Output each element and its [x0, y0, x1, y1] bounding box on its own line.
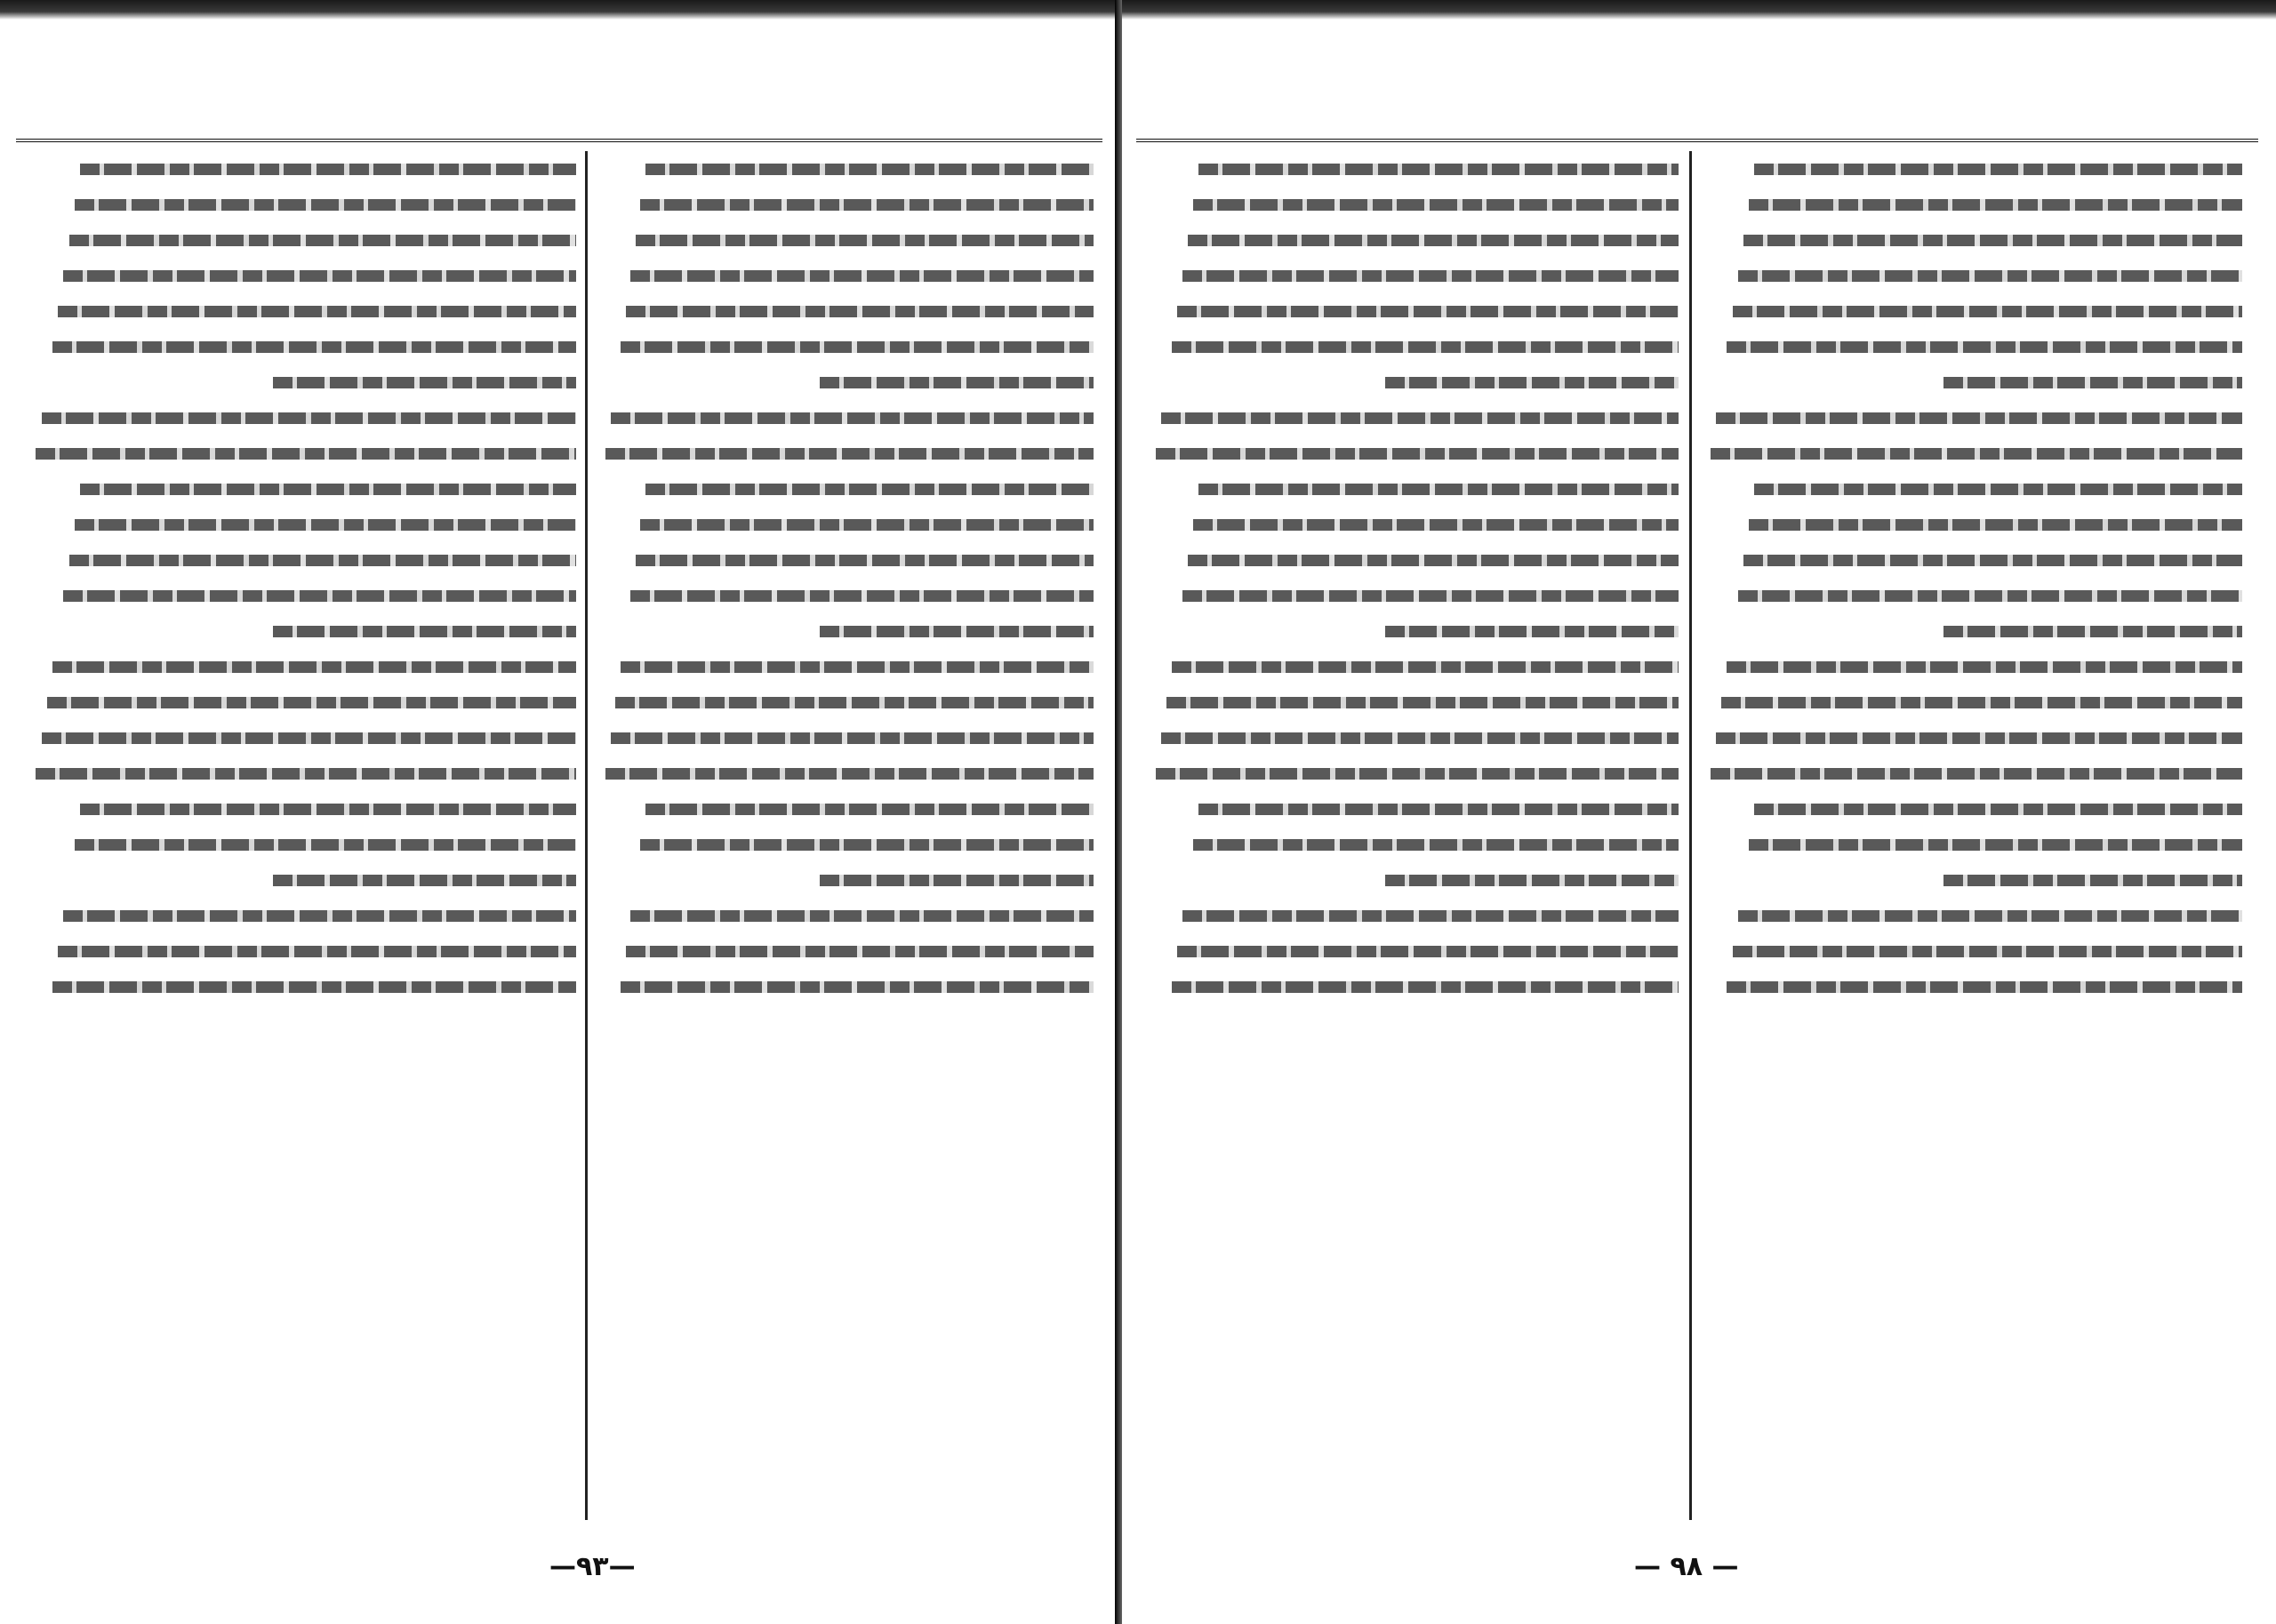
text-line-ink	[1738, 270, 2242, 282]
text-line-ink	[42, 412, 576, 424]
text-line-ink	[1182, 910, 1679, 922]
text-line-ink	[1743, 235, 2242, 246]
text-line	[596, 613, 1094, 649]
text-line	[596, 933, 1094, 969]
text-line-ink	[1161, 412, 1679, 424]
text-line	[1700, 827, 2242, 862]
text-line	[596, 578, 1094, 613]
text-line	[25, 151, 576, 187]
text-line	[25, 791, 576, 827]
text-line-ink	[621, 341, 1094, 353]
right-page-header	[1136, 89, 2258, 142]
text-line-ink	[1161, 732, 1679, 744]
text-line-ink	[611, 412, 1094, 424]
text-line	[25, 400, 576, 436]
text-line	[25, 684, 576, 720]
text-line-ink	[80, 804, 576, 815]
text-line	[596, 222, 1094, 258]
text-line	[596, 293, 1094, 329]
text-line-ink	[611, 732, 1094, 744]
text-line	[1145, 649, 1679, 684]
text-line	[1145, 507, 1679, 542]
text-line	[25, 756, 576, 791]
text-line	[1145, 933, 1679, 969]
text-line-ink	[69, 555, 576, 566]
text-line-ink	[1743, 555, 2242, 566]
text-line-ink	[1749, 839, 2242, 851]
text-line-ink	[636, 235, 1094, 246]
text-line	[1700, 898, 2242, 933]
text-line-ink	[1385, 377, 1679, 388]
text-line-ink	[1749, 519, 2242, 531]
text-line	[25, 542, 576, 578]
text-line	[596, 862, 1094, 898]
text-line	[25, 258, 576, 293]
text-line-ink	[1754, 164, 2242, 175]
text-line	[1145, 720, 1679, 756]
left-page-column-right	[596, 151, 1094, 1529]
text-line	[25, 471, 576, 507]
text-line-ink	[630, 270, 1094, 282]
text-line	[1700, 258, 2242, 293]
text-line	[1145, 258, 1679, 293]
text-line	[596, 827, 1094, 862]
text-line-ink	[1754, 804, 2242, 815]
left-page-column-divider	[585, 151, 588, 1520]
text-line-ink	[1172, 341, 1679, 353]
text-line	[1700, 969, 2242, 1004]
text-line	[1145, 364, 1679, 400]
text-line-ink	[58, 946, 576, 957]
text-line	[25, 613, 576, 649]
text-line	[1700, 364, 2242, 400]
text-line-ink	[1198, 164, 1679, 175]
text-line	[1145, 542, 1679, 578]
left-page-number: —۹۳—	[549, 1551, 636, 1582]
text-line-ink	[1716, 732, 2242, 744]
text-line	[1145, 293, 1679, 329]
text-line-ink	[645, 164, 1094, 175]
text-line	[1145, 400, 1679, 436]
text-line	[25, 827, 576, 862]
text-line-ink	[1193, 519, 1679, 531]
text-line-ink	[1182, 270, 1679, 282]
left-page-header	[16, 89, 1102, 142]
text-line-ink	[1182, 590, 1679, 602]
text-line-ink	[58, 306, 576, 317]
right-page-column-divider	[1689, 151, 1692, 1520]
text-line	[1145, 791, 1679, 827]
text-line-ink	[1166, 697, 1679, 708]
text-line-ink	[1711, 448, 2242, 460]
text-line-ink	[621, 981, 1094, 993]
text-line	[1145, 756, 1679, 791]
text-line	[596, 187, 1094, 222]
text-line-ink	[605, 768, 1094, 780]
text-line	[596, 329, 1094, 364]
text-line-ink	[52, 661, 576, 673]
text-line-ink	[1943, 875, 2242, 886]
text-line	[1700, 578, 2242, 613]
text-line-ink	[75, 519, 576, 531]
text-line	[1700, 436, 2242, 471]
left-page	[16, 36, 1102, 1600]
text-line-ink	[42, 732, 576, 744]
text-line-ink	[63, 590, 576, 602]
text-line	[596, 969, 1094, 1004]
text-line-ink	[80, 164, 576, 175]
text-line-ink	[1711, 768, 2242, 780]
text-line	[1145, 862, 1679, 898]
text-line-ink	[1177, 946, 1679, 957]
text-line	[1700, 720, 2242, 756]
text-line-ink	[630, 910, 1094, 922]
text-line	[596, 756, 1094, 791]
text-line	[1700, 649, 2242, 684]
text-line-ink	[1188, 235, 1679, 246]
text-line-ink	[1749, 199, 2242, 211]
text-line-ink	[1733, 946, 2242, 957]
text-line-ink	[75, 839, 576, 851]
text-line	[596, 400, 1094, 436]
left-page-column-left	[25, 151, 576, 1529]
text-line	[596, 791, 1094, 827]
text-line-ink	[645, 804, 1094, 815]
text-line-ink	[63, 910, 576, 922]
text-line-ink	[69, 235, 576, 246]
text-line	[25, 578, 576, 613]
text-line	[1145, 684, 1679, 720]
text-line	[25, 293, 576, 329]
text-line-ink	[36, 448, 576, 460]
text-line-ink	[1738, 590, 2242, 602]
text-line-ink	[1385, 626, 1679, 637]
text-line	[1145, 151, 1679, 187]
text-line	[596, 649, 1094, 684]
text-line-ink	[1721, 697, 2242, 708]
text-line-ink	[605, 448, 1094, 460]
text-line	[1145, 898, 1679, 933]
text-line-ink	[52, 981, 576, 993]
text-line	[1700, 933, 2242, 969]
text-line-ink	[63, 270, 576, 282]
text-line-ink	[1727, 981, 2242, 993]
text-line	[596, 720, 1094, 756]
right-page-column-left	[1145, 151, 1679, 1529]
text-line-ink	[52, 341, 576, 353]
text-line-ink	[630, 590, 1094, 602]
text-line	[25, 969, 576, 1004]
text-line-ink	[1738, 910, 2242, 922]
text-line	[25, 222, 576, 258]
text-line-ink	[1172, 981, 1679, 993]
text-line-ink	[820, 875, 1094, 886]
text-line	[25, 720, 576, 756]
text-line	[1700, 400, 2242, 436]
book-spine	[1115, 0, 1122, 1624]
text-line	[1700, 791, 2242, 827]
text-line	[25, 933, 576, 969]
text-line	[596, 898, 1094, 933]
text-line-ink	[1156, 448, 1679, 460]
text-line	[25, 329, 576, 364]
text-line-ink	[820, 626, 1094, 637]
text-line-ink	[75, 199, 576, 211]
text-line-ink	[1193, 839, 1679, 851]
text-line-ink	[1754, 484, 2242, 495]
text-line	[596, 507, 1094, 542]
text-line-ink	[1727, 341, 2242, 353]
text-line	[25, 649, 576, 684]
text-line	[25, 507, 576, 542]
text-line-ink	[636, 555, 1094, 566]
text-line	[1700, 862, 2242, 898]
text-line	[1700, 151, 2242, 187]
text-line	[1145, 827, 1679, 862]
text-line	[1700, 542, 2242, 578]
text-line-ink	[640, 199, 1094, 211]
text-line-ink	[1727, 661, 2242, 673]
text-line-ink	[1716, 412, 2242, 424]
scan-top-edge	[0, 0, 2276, 20]
text-line-ink	[1156, 768, 1679, 780]
text-line	[596, 542, 1094, 578]
text-line-ink	[640, 519, 1094, 531]
text-line	[1145, 578, 1679, 613]
text-line-ink	[645, 484, 1094, 495]
text-line-ink	[273, 626, 576, 637]
right-page-column-right	[1700, 151, 2242, 1529]
text-line	[1700, 222, 2242, 258]
text-line	[596, 684, 1094, 720]
right-page	[1136, 36, 2258, 1600]
text-line-ink	[640, 839, 1094, 851]
text-line	[1145, 471, 1679, 507]
text-line	[596, 436, 1094, 471]
text-line	[596, 364, 1094, 400]
text-line	[1700, 329, 2242, 364]
text-line-ink	[1172, 661, 1679, 673]
text-line	[1145, 329, 1679, 364]
text-line-ink	[615, 697, 1094, 708]
text-line	[1145, 969, 1679, 1004]
text-line-ink	[626, 306, 1094, 317]
text-line	[25, 364, 576, 400]
text-line-ink	[273, 875, 576, 886]
text-line-ink	[1733, 306, 2242, 317]
right-page-number: — ۹۸ —	[1634, 1551, 1739, 1582]
text-line-ink	[1943, 377, 2242, 388]
text-line	[596, 151, 1094, 187]
text-line-ink	[1193, 199, 1679, 211]
text-line-ink	[1385, 875, 1679, 886]
text-line	[25, 436, 576, 471]
text-line	[25, 187, 576, 222]
text-line-ink	[1198, 484, 1679, 495]
text-line-ink	[1198, 804, 1679, 815]
text-line-ink	[626, 946, 1094, 957]
text-line	[1145, 222, 1679, 258]
text-line	[596, 471, 1094, 507]
text-line-ink	[1177, 306, 1679, 317]
text-line	[25, 862, 576, 898]
text-line	[1700, 756, 2242, 791]
text-line-ink	[1188, 555, 1679, 566]
text-line	[1700, 187, 2242, 222]
text-line	[596, 258, 1094, 293]
text-line-ink	[1943, 626, 2242, 637]
text-line-ink	[820, 377, 1094, 388]
text-line-ink	[273, 377, 576, 388]
text-line	[25, 898, 576, 933]
text-line	[1145, 436, 1679, 471]
text-line	[1700, 293, 2242, 329]
text-line	[1700, 684, 2242, 720]
text-line	[1145, 187, 1679, 222]
text-line-ink	[47, 697, 576, 708]
text-line	[1145, 613, 1679, 649]
text-line-ink	[36, 768, 576, 780]
text-line	[1700, 471, 2242, 507]
text-line-ink	[80, 484, 576, 495]
text-line	[1700, 613, 2242, 649]
text-line-ink	[621, 661, 1094, 673]
text-line	[1700, 507, 2242, 542]
